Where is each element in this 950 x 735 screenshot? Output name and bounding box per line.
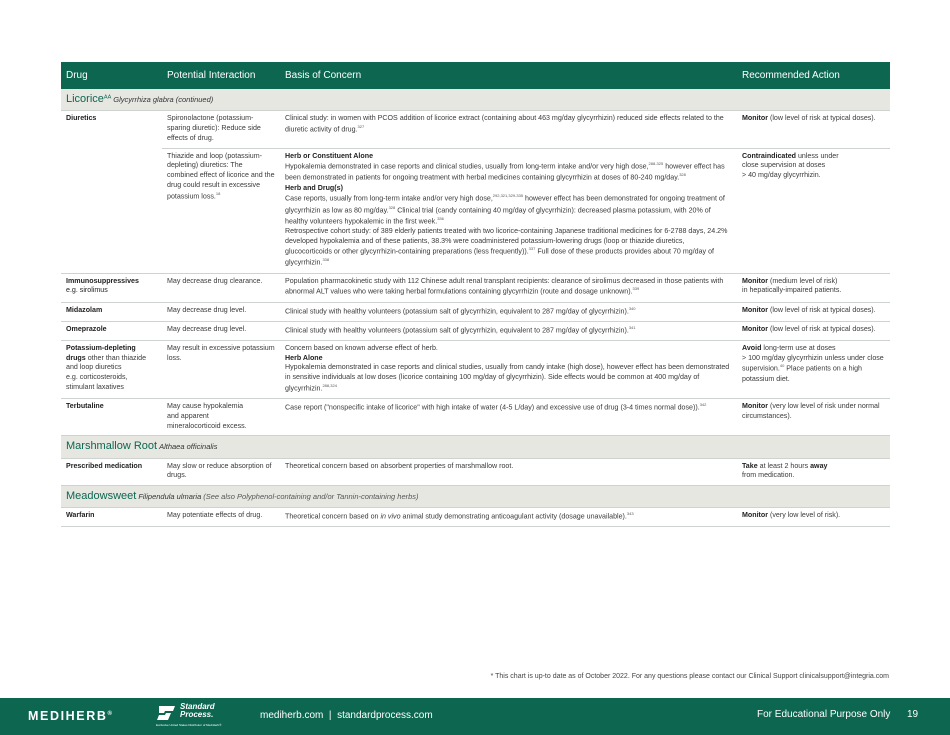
section-title: Licorice <box>66 93 104 105</box>
footer-disclaimer: For Educational Purpose Only <box>757 709 891 720</box>
basis-cell: Concern based on known adverse effect of herb. Herb Alone Hypokalemia demonstrated in case reports and clinical studies, usually from candy intake (high dose), however effect has been demonstrated in sensitive individuals at low doses (licorice containing 100 mg/day of glycyrrhizin). Side effects would be common at 400 mg/day of glycyrrhizin.$^{288,324}$ <box>280 340 737 398</box>
table-row <box>61 321 890 340</box>
mediherb-logo[interactable]: MEDIHERB® <box>28 709 114 723</box>
drug-cell: Midazolam <box>61 302 162 321</box>
action-cell: Monitor (low level of risk at typical doses). <box>737 111 890 148</box>
basis-cell: Case report ("nonspecific intake of licorice" with high intake of water (4-5 L/day) and excessive use of drug (3-4 times normal dose)).$^{342}$ <box>280 399 737 436</box>
drug-cell: Potassium-depleting drugs other than thiazide and loop diuretics e.g. corticosteroids, stimulant laxatives <box>61 340 162 398</box>
action-cell: Take at least 2 hours away from medication. <box>737 458 890 486</box>
action-cell: Monitor (very low level of risk under normal circumstances). <box>737 399 890 436</box>
interaction-table <box>61 62 890 527</box>
section-title-sup: AA <box>103 94 112 101</box>
table-row <box>61 399 890 436</box>
interaction-cell: May decrease drug clearance. <box>162 273 280 302</box>
interaction-cell: Spironolactone (potassium-sparing diuretic): Reduce side effects of drug. <box>162 111 280 148</box>
basis-cell: Clinical study with healthy volunteers (potassium salt of glycyrrhizin, equivalent to 287 mg/day of glycyrrhizin).$^{341}$ <box>280 321 737 340</box>
action-cell: Monitor (low level of risk at typical doses). <box>737 302 890 321</box>
interaction-cell: May slow or reduce absorption of drugs. <box>162 458 280 486</box>
basis-cell: Clinical study with healthy volunteers (potassium salt of glycyrrhizin, equivalent to 287 mg/day of glycyrrhizin).$^{340}$ <box>280 302 737 321</box>
drug-cell: Prescribed medication <box>61 458 162 486</box>
section-latin: Filipendula ulmaria <box>138 492 202 502</box>
header-interaction: Potential Interaction <box>162 62 280 89</box>
standard-process-tagline: Exclusive United States Distributor of MediHerb® <box>156 723 222 727</box>
basis-cell: Theoretical concern based on absorbent properties of marshmallow root. <box>280 458 737 486</box>
standard-process-mark-icon <box>156 704 178 721</box>
action-cell: Monitor (medium level of risk) in hepatically-impaired patients. <box>737 273 890 302</box>
interaction-table-wrap <box>61 62 890 527</box>
drug-cell: Warfarin <box>61 508 162 527</box>
interaction-cell: May potentiate effects of drug. <box>162 508 280 527</box>
drug-cell: Diuretics <box>61 111 162 273</box>
basis-cell: Clinical study: in women with PCOS addition of licorice extract (containing about 463 mg/day glycyrrhizin) reduced side effects related to the diuretic activity of drug.$^{327}$ <box>280 111 737 148</box>
section-title: Marshmallow Root <box>66 440 158 453</box>
section-note: (See also Polyphenol-containing and/or Tannin-containing herbs) <box>203 492 419 502</box>
table-row <box>61 302 890 321</box>
table-row <box>61 148 890 273</box>
standard-process-logo[interactable] <box>156 704 232 730</box>
section-title: Meadowsweet <box>66 490 137 503</box>
action-cell: Monitor (low level of risk at typical doses). <box>737 321 890 340</box>
footer-links[interactable]: mediherb.com | standardprocess.com <box>260 710 433 721</box>
page-number: 19 <box>907 709 919 720</box>
drug-cell: Terbutaline <box>61 399 162 436</box>
interaction-cell: May cause hypokalemia and apparent mineralocorticoid excess. <box>162 399 280 436</box>
drug-cell: Immunosuppressives e.g. sirolimus <box>61 273 162 302</box>
table-row <box>61 458 890 486</box>
section-meadowsweet <box>61 486 890 508</box>
table-header-row <box>61 62 890 89</box>
basis-cell: Theoretical concern based on in vivo animal study demonstrating anticoagulant activity (dosage unavailable).$^{343}$ <box>280 508 737 527</box>
interaction-cell: Thiazide and loop (potassium-depleting) diuretics: The combined effect of licorice and the drug could result in excessive potassium loss.$^{18}$ <box>162 148 280 273</box>
basis-cell: Herb or Constituent Alone Hypokalemia demonstrated in case reports and clinical studies, usually from long-term intake and/or very high dose,$^{288-325}$ however effect has been demonstrated in patients for ongoing treatment with herbal medicines containing glycyrrhizin at doses of 80-240 mg/day.$^{328}$ Herb and Drug(s) Case reports, usually from long-term intake and/or very high dose,$^{292,321,329-335}$ however effect has been demonstrated for ongoing treatment of glycyrrhizin as low as 80 mg/day.$^{328}$ Clinical trial (candy containing 40 mg/day of glycyrrhizin): decreased plasma potassium, with 20% of healthy volunteers hypokalemic in the first week.$^{336}$ Retrospective cohort study: of 389 elderly patients treated with two licorice-containing Japanese traditional medicines for 6-2788 days, 24.2% developed hypokalemia and of these patients, 38.3% were coadministered potassium-lowering drugs (loop or thiazide diuretics, glucocorticoids or other glycyrrhizin-containing preparations (less frequently)).$^{337}$ Full dose of these products provides about 70 mg/day of glycyrrhizin.$^{338}$ <box>280 148 737 273</box>
action-cell: Contraindicated unless under close supervision at doses > 40 mg/day glycyrrhizin. <box>737 148 890 273</box>
table-row <box>61 273 890 302</box>
footer-bar <box>0 698 950 735</box>
table-row <box>61 508 890 527</box>
basis-cell: Population pharmacokinetic study with 112 Chinese adult renal transplant recipients: clearance of sirolimus decreased in those patients with abnormal ALT values who were taking herbal formulations containing glycyrrhizin (route and dosage unknown).$^{339}$ <box>280 273 737 302</box>
standard-process-wordmark: Standard Process. <box>180 702 215 719</box>
header-action: Recommended Action <box>737 62 890 89</box>
table-row <box>61 111 890 148</box>
action-cell: Avoid long-term use at doses > 100 mg/day glycyrrhizin unless under close supervision.$^{40}$ Place patients on a high potassium diet. <box>737 340 890 398</box>
header-drug: Drug <box>61 62 162 89</box>
interaction-cell: May decrease drug level. <box>162 302 280 321</box>
header-basis: Basis of Concern <box>280 62 737 89</box>
section-licorice <box>61 89 890 111</box>
interaction-cell: May result in excessive potassium loss. <box>162 340 280 398</box>
interaction-cell: May decrease drug level. <box>162 321 280 340</box>
table-row <box>61 340 890 398</box>
footnote: * This chart is up-to date as of October 2022. For any questions please contact our Clinical Support clinicalsupport@integria.com <box>490 673 889 680</box>
section-latin: Althaea officinalis <box>159 442 218 452</box>
drug-cell: Omeprazole <box>61 321 162 340</box>
section-marshmallow <box>61 436 890 458</box>
section-latin: Glycyrrhiza glabra (continued) <box>113 95 214 104</box>
action-cell: Monitor (very low level of risk). <box>737 508 890 527</box>
